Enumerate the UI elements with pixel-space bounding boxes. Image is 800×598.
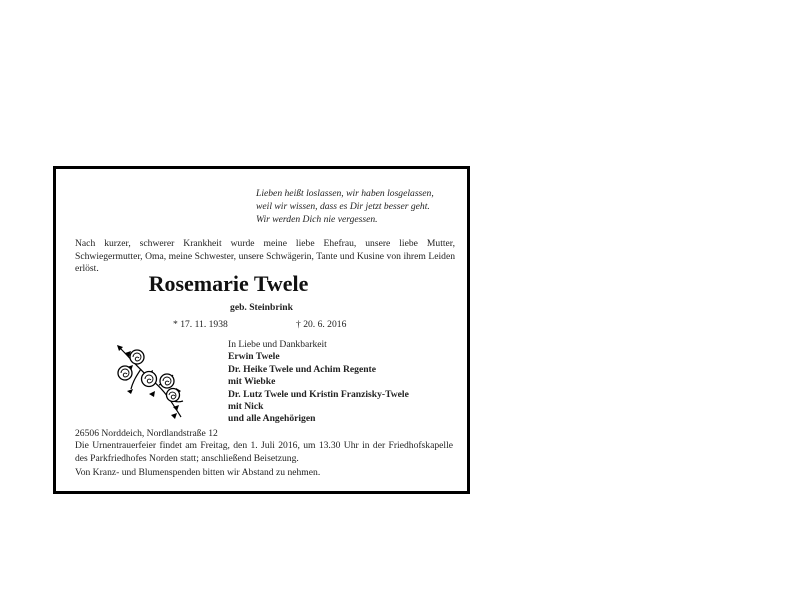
- mourner-name: mit Wiebke: [228, 376, 276, 388]
- flowers-note: Von Kranz- und Blumenspenden bitten wir Abstand zu nehmen.: [75, 467, 321, 479]
- mourner-name: Dr. Heike Twele und Achim Regente: [228, 363, 376, 375]
- obituary-notice: [53, 166, 470, 494]
- footer: [75, 428, 453, 480]
- intro-text: Nach kurzer, schwerer Krankheit wurde meine liebe Ehefrau, unsere liebe Mutter, Schwiegermutter, Oma, meine Schwester, unsere Schwägerin, Tante und Kusine von ihrem Leiden erlöst.: [75, 238, 455, 274]
- mourners-block: [228, 339, 458, 426]
- mourners-heading: In Liebe und Dankbarkeit: [228, 339, 327, 350]
- rose-branch-icon: [111, 341, 191, 421]
- poem-line: weil wir wissen, dass es Dir jetzt besser geht.: [256, 201, 430, 212]
- poem: [256, 187, 466, 226]
- mourner-name: Dr. Lutz Twele und Kristin Franzisky-Twele: [228, 388, 409, 400]
- address: 26506 Norddeich, Nordlandstraße 12: [75, 428, 218, 439]
- mourner-name: mit Nick: [228, 401, 264, 413]
- deceased-name: Rosemarie Twele: [148, 271, 309, 296]
- poem-line: Lieben heißt loslassen, wir haben losgelassen,: [256, 188, 434, 199]
- maiden-name: geb. Steinbrink: [230, 302, 293, 313]
- death-date: † 20. 6. 2016: [296, 319, 347, 330]
- mourner-name: und alle Angehörigen: [228, 413, 316, 425]
- service-info: Die Urnentrauerfeier findet am Freitag, den 1. Juli 2016, um 13.30 Uhr in der Friedhofskapelle des Parkfriedhofes Norden statt; anschließend Beisetzung.: [75, 440, 453, 464]
- birth-date: * 17. 11. 1938: [173, 319, 228, 330]
- mourner-name: Erwin Twele: [228, 351, 280, 363]
- poem-line: Wir werden Dich nie vergessen.: [256, 214, 378, 225]
